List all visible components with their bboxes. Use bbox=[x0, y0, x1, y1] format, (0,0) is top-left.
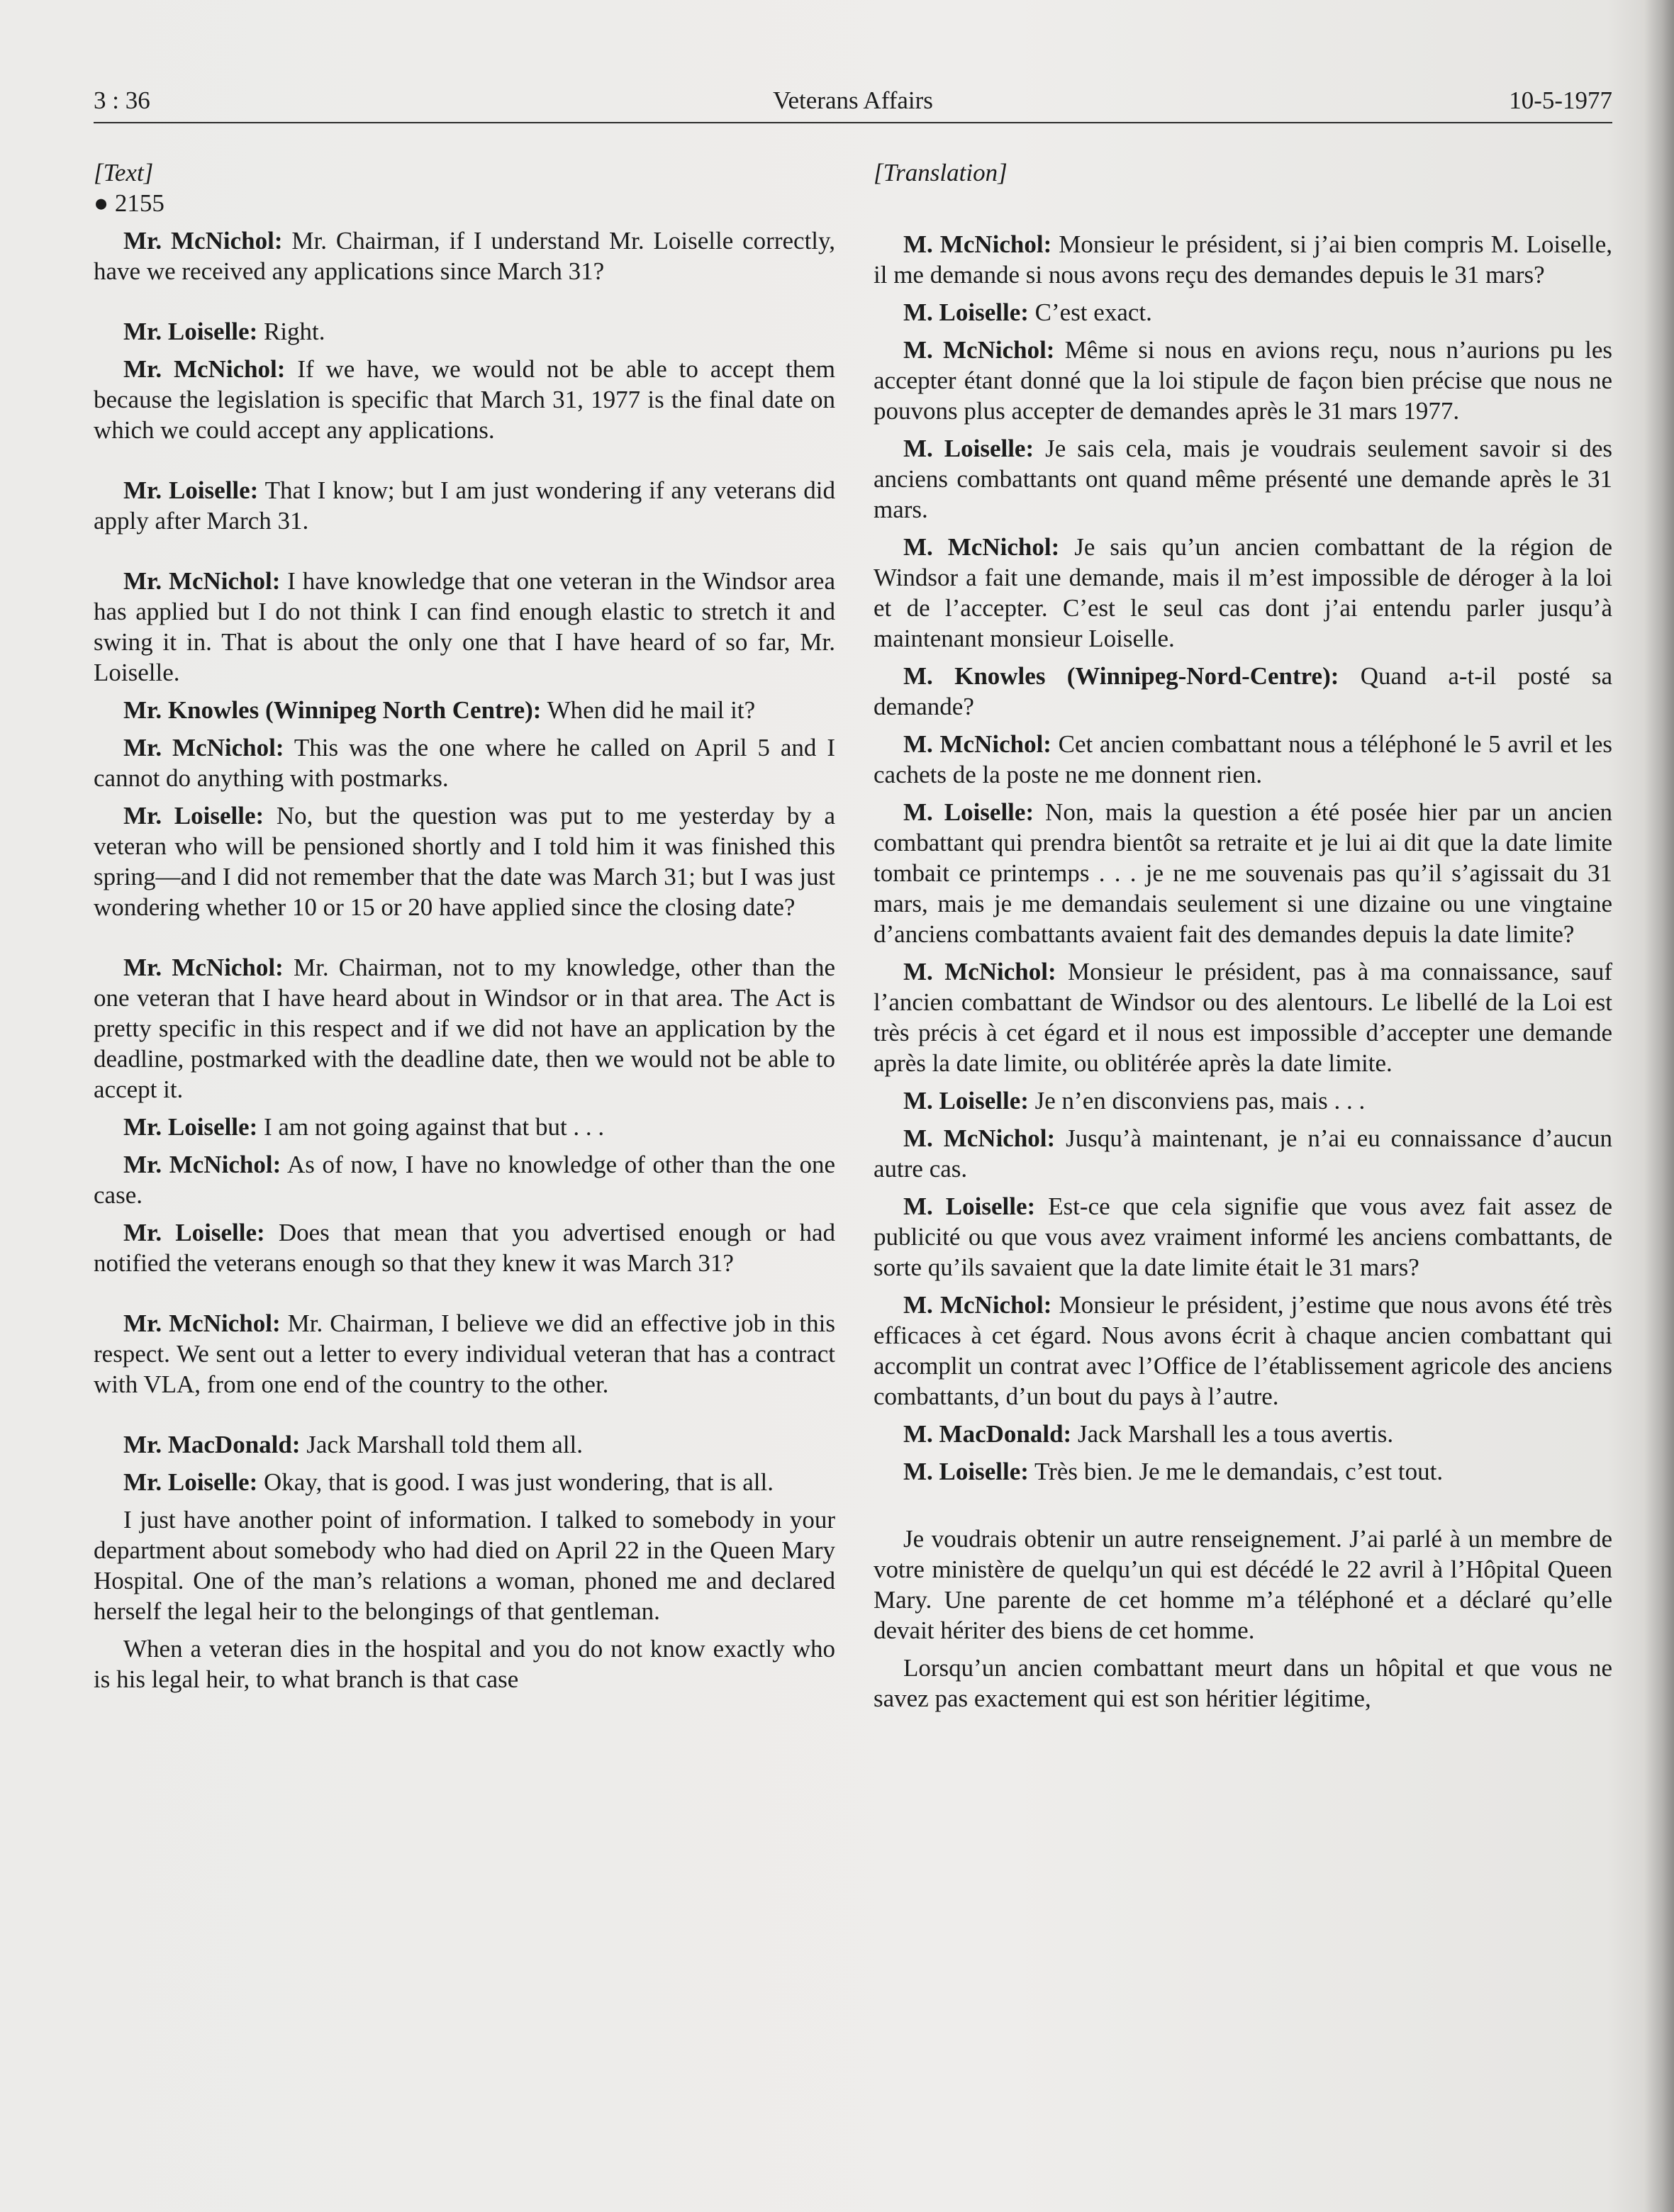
speech-text: Monsieur le président, si j’ai bien compris M. Loiselle, il me demande si nous avons reçu des demandes depuis le 31 mars? bbox=[874, 230, 1612, 289]
transcript-paragraph bbox=[94, 1467, 835, 1497]
transcript-paragraph bbox=[94, 1149, 835, 1210]
speaker-name: Mr. McNichol: bbox=[123, 1309, 281, 1337]
transcript-paragraph bbox=[94, 952, 835, 1105]
speech-text: That I know; but I am just wondering if any veterans did apply after March 31. bbox=[94, 476, 835, 535]
speech-text: C’est exact. bbox=[1028, 298, 1152, 326]
speech-text: Does that mean that you advertised enough or had notified the veterans enough so that they knew it was March 31? bbox=[94, 1219, 836, 1277]
speaker-name: M. McNichol: bbox=[903, 1124, 1056, 1152]
speech-text: I have knowledge that one veteran in the Windsor area has applied but I do not think I can find enough elastic to stretch it and swing it in. That is about the only one that I have heard of so far, Mr. Loiselle. bbox=[94, 567, 835, 686]
transcript-paragraph bbox=[94, 800, 835, 922]
speech-text: Monsieur le président, j’estime que nous avons été très efficaces à cet égard. Nous avons écrit à chaque ancien combattant qui accomplit un contrat avec l’Office de l’établissement agricole des anciens combattants, d’un bout du pays à l’autre. bbox=[874, 1291, 1613, 1410]
speaker-name: M. Loiselle: bbox=[903, 798, 1034, 826]
page-header bbox=[94, 79, 1612, 123]
speaker-name: M. Knowles (Winnipeg-Nord-Centre): bbox=[903, 662, 1339, 690]
transcript-paragraph bbox=[874, 297, 1612, 328]
speech-text: As of now, I have no knowledge of other than the one case. bbox=[94, 1151, 835, 1209]
speech-text: Lorsqu’un ancien combattant meurt dans un hôpital et que vous ne savez pas exactement qui est son héritier légitime, bbox=[874, 1654, 1612, 1712]
speaker-name: M. McNichol: bbox=[903, 958, 1056, 985]
transcript-paragraph bbox=[94, 695, 835, 725]
transcript-paragraph bbox=[94, 316, 835, 347]
speaker-name: M. Loiselle: bbox=[903, 1458, 1029, 1485]
speech-text: Mr. Chairman, not to my knowledge, other than the one veteran that I have heard about in Windsor or in that area. The Act is pretty specific in this respect and if we did not have an application by the deadline, postmarked with the deadline date, then we would not be able to accept it. bbox=[94, 954, 835, 1103]
speaker-name: Mr. Loiselle: bbox=[123, 1468, 258, 1496]
column-label: [Text] bbox=[94, 159, 154, 186]
speaker-name: Mr. Loiselle: bbox=[123, 476, 259, 504]
speaker-name: Mr. Loiselle: bbox=[123, 1113, 258, 1141]
speaker-name: M. McNichol: bbox=[903, 230, 1052, 258]
speaker-name: M. Loiselle: bbox=[903, 1087, 1029, 1115]
transcript-paragraph bbox=[94, 1217, 835, 1278]
speech-text: Est-ce que cela signifie que vous avez fait assez de publicité ou que vous avez vraiment informé les anciens combattants, de sorte qu’ils savaient que la date limite était le 31 mars? bbox=[874, 1192, 1612, 1281]
speech-text: Cet ancien combattant nous a téléphoné le 5 avril et les cachets de la poste ne me donnent rien. bbox=[874, 730, 1612, 788]
speech-text: When a veteran dies in the hospital and you do not know exactly who is his legal heir, to what branch is that case bbox=[94, 1635, 835, 1693]
english-column bbox=[94, 157, 835, 1694]
speech-text: Je sais qu’un ancien combattant de la région de Windsor a fait une demande, mais il m’est impossible de déroger à la loi et de l’accepter. C’est le seul cas dont j’ai entendu parler jusqu’à maintenant monsieur Loiselle. bbox=[874, 533, 1613, 652]
speaker-name: M. McNichol: bbox=[903, 336, 1055, 364]
transcript-paragraph bbox=[874, 661, 1612, 722]
transcript-paragraph bbox=[94, 1308, 835, 1400]
speech-text: Okay, that is good. I was just wondering, that is all. bbox=[257, 1468, 774, 1496]
french-column bbox=[874, 157, 1612, 1714]
speech-text: Je sais cela, mais je voudrais seulement savoir si des anciens combattants ont quand même présenté une demande après le 31 mars. bbox=[874, 435, 1613, 523]
speaker-name: Mr. MacDonald: bbox=[123, 1431, 301, 1458]
transcript-paragraph bbox=[874, 1085, 1612, 1116]
transcript-paragraph bbox=[874, 1653, 1612, 1714]
speaker-name: Mr. Knowles (Winnipeg North Centre): bbox=[123, 696, 542, 724]
transcript-paragraph bbox=[874, 335, 1612, 426]
transcript-paragraph bbox=[874, 433, 1612, 525]
speech-text: This was the one where he called on April 5 and I cannot do anything with postmarks. bbox=[94, 734, 835, 792]
time-marker: ● 2155 bbox=[94, 189, 164, 217]
speech-text: Très bien. Je me le demandais, c’est tout. bbox=[1028, 1458, 1444, 1485]
speaker-name: M. McNichol: bbox=[903, 533, 1060, 561]
speech-text: Non, mais la question a été posée hier par un ancien combattant qui prendra bientôt sa retraite et je lui ai dit que la date limite tombait ce printemps . . . je ne me souvenais pas qu’il s’agissait du 31 mars, mais je me demandais seulement si une dizaine ou une vingtaine d’anciens combattants avaient fait des demandes depuis la date limite? bbox=[874, 798, 1612, 948]
transcript-paragraph bbox=[94, 566, 835, 688]
speech-text: Mr. Chairman, I believe we did an effective job in this respect. We sent out a letter to every individual veteran that has a contract with VLA, from one end of the country to the other. bbox=[94, 1309, 836, 1398]
speech-text: Right. bbox=[257, 318, 325, 345]
page-number: 3 : 36 bbox=[94, 86, 150, 114]
transcript-paragraph bbox=[94, 1112, 835, 1142]
transcript-paragraph bbox=[874, 1456, 1612, 1487]
transcript-paragraph bbox=[874, 1290, 1612, 1412]
speech-text: Mr. Chairman, if I understand Mr. Loiselle correctly, have we received any applications since March 31? bbox=[94, 227, 835, 285]
transcript-paragraph bbox=[94, 732, 835, 793]
header-date: 10-5-1977 bbox=[1509, 86, 1612, 114]
speech-text: Monsieur le président, pas à ma connaissance, sauf l’ancien combattant de Windsor ou des alentours. Le libellé de la Loi est très précis à cet égard et il nous est impossible d’accepter une demande après la date limite, ou oblitérée après la date limite. bbox=[874, 958, 1612, 1077]
transcript-paragraph bbox=[874, 1191, 1612, 1283]
speaker-name: M. Loiselle: bbox=[903, 1192, 1036, 1220]
speech-text: I just have another point of information. I talked to somebody in your department about somebody who had died on April 22 in the Queen Mary Hospital. One of the man’s relations a woman, phoned me and declared herself the legal heir to the belongings of that gentleman. bbox=[94, 1506, 835, 1625]
speech-text: Même si nous en avions reçu, nous n’aurions pu les accepter étant donné que la loi stipule de façon bien précise que nous ne pouvons plus accepter de demandes après le 31 mars 1977. bbox=[874, 336, 1612, 425]
page-edge-shadow bbox=[1644, 0, 1674, 2212]
speech-text: No, but the question was put to me yesterday by a veteran who will be pensioned shortly and I told him it was finished this spring—and I did not remember that the date was March 31; but I was just wondering whether 10 or 15 or 20 have applied since the closing date? bbox=[94, 802, 836, 921]
speaker-name: Mr. McNichol: bbox=[123, 954, 284, 981]
speaker-name: Mr. McNichol: bbox=[123, 355, 286, 383]
transcript-paragraph bbox=[874, 229, 1612, 290]
speech-text: If we have, we would not be able to accept them because the legislation is specific that March 31, 1977 is the final date on which we could accept any applications. bbox=[94, 355, 835, 444]
transcript-paragraph bbox=[874, 532, 1612, 654]
transcript-paragraph bbox=[874, 1524, 1612, 1646]
speaker-name: M. McNichol: bbox=[903, 730, 1051, 758]
speaker-name: M. Loiselle: bbox=[903, 435, 1034, 462]
transcript-paragraph bbox=[874, 729, 1612, 790]
transcript-paragraph bbox=[874, 797, 1612, 949]
transcript-paragraph bbox=[94, 1429, 835, 1460]
transcript-paragraph bbox=[874, 1123, 1612, 1184]
transcript-paragraph bbox=[94, 1504, 835, 1626]
transcript-paragraph bbox=[94, 475, 835, 536]
speaker-name: M. Loiselle: bbox=[903, 298, 1029, 326]
speaker-name: Mr. McNichol: bbox=[123, 734, 284, 761]
speech-text: Jusqu’à maintenant, je n’ai eu connaissance d’aucun autre cas. bbox=[874, 1124, 1612, 1183]
speech-text: Je n’en disconviens pas, mais . . . bbox=[1028, 1087, 1366, 1115]
speaker-name: Mr. McNichol: bbox=[123, 567, 281, 595]
speaker-name: Mr. Loiselle: bbox=[123, 318, 258, 345]
speaker-name: M. MacDonald: bbox=[903, 1420, 1072, 1448]
transcript-paragraph bbox=[94, 225, 835, 286]
speaker-name: Mr. Loiselle: bbox=[123, 1219, 265, 1246]
running-title: Veterans Affairs bbox=[773, 86, 933, 114]
transcript-paragraph bbox=[94, 354, 835, 445]
transcript-paragraph bbox=[94, 1633, 835, 1694]
speech-text: When did he mail it? bbox=[541, 696, 756, 724]
speech-text: Jack Marshall les a tous avertis. bbox=[1071, 1420, 1394, 1448]
column-label: [Translation] bbox=[874, 159, 1008, 186]
speaker-name: Mr. McNichol: bbox=[123, 227, 283, 255]
transcript-paragraph bbox=[874, 956, 1612, 1078]
speaker-name: Mr. Loiselle: bbox=[123, 802, 264, 830]
transcript-paragraph bbox=[874, 1419, 1612, 1449]
speech-text: I am not going against that but . . . bbox=[257, 1113, 605, 1141]
speech-text: Je voudrais obtenir un autre renseignement. J’ai parlé à un membre de votre ministère de quelqu’un qui est décédé le 22 avril à l’Hôpital Queen Mary. Une parente de cet homme m’a téléphoné et a déclaré qu’elle devait hériter des biens de cet homme. bbox=[874, 1525, 1612, 1644]
speaker-name: Mr. McNichol: bbox=[123, 1151, 281, 1178]
speech-text: Quand a-t-il posté sa demande? bbox=[874, 662, 1612, 720]
speech-text: Jack Marshall told them all. bbox=[300, 1431, 584, 1458]
speaker-name: M. McNichol: bbox=[903, 1291, 1052, 1319]
